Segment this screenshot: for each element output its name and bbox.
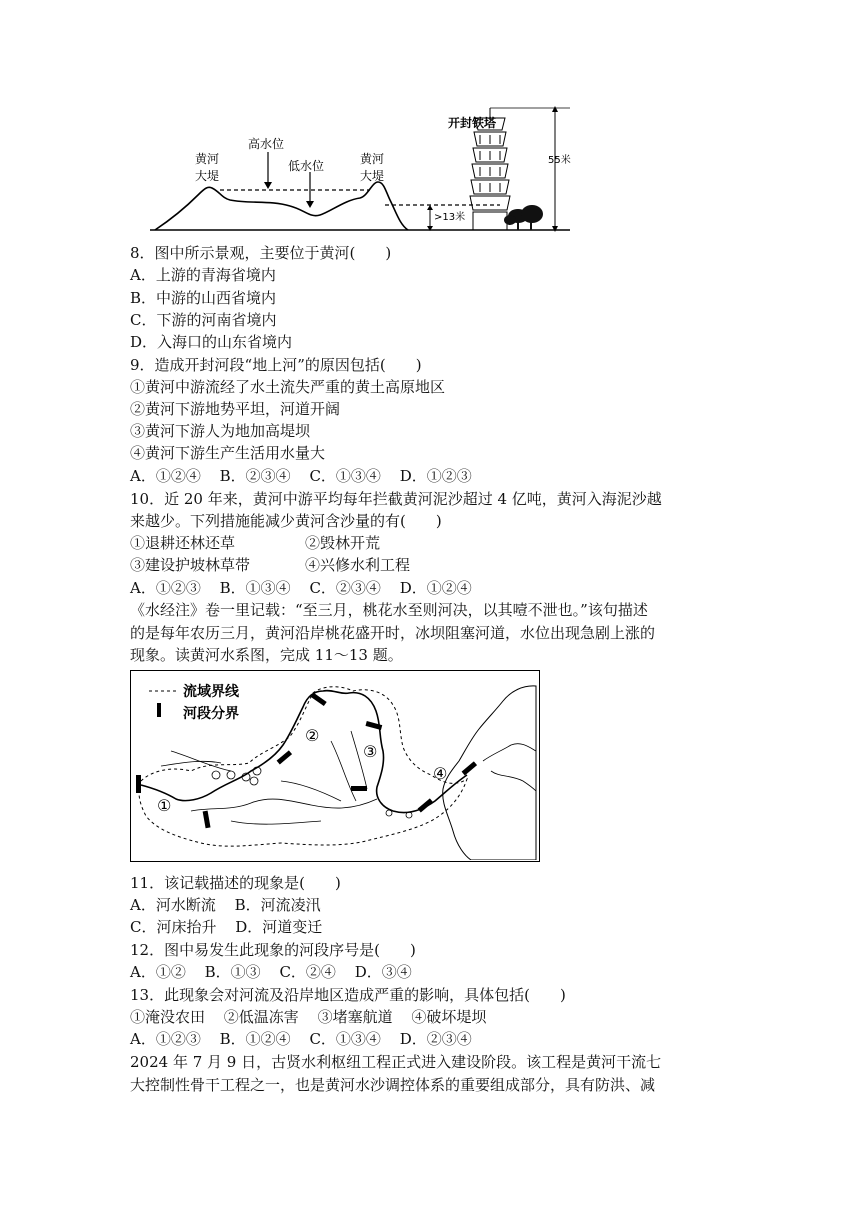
q10-items-row1 <box>130 533 380 553</box>
q13-option-d[interactable]: D．②③④ <box>399 1030 472 1048</box>
q13-items <box>130 1007 500 1027</box>
q11-option-d[interactable]: D．河道变迁 <box>235 918 323 936</box>
q10-item-1: ①退耕还林还草 <box>130 534 236 552</box>
q12-option-b[interactable]: B．①③ <box>204 963 261 981</box>
section-label-3: ③ <box>363 742 378 761</box>
section-label-4: ④ <box>433 764 448 783</box>
tower-label: 开封铁塔 <box>448 116 497 130</box>
q10-option-d[interactable]: D．①②④ <box>399 579 472 597</box>
levee-right-line1: 黄河 <box>360 152 385 166</box>
q11-option-c[interactable]: C．河床抬升 <box>130 918 217 936</box>
passage2-line2: 大控制性骨干工程之一，也是黄河水沙调控体系的重要组成部分，具有防洪、减 <box>130 1076 656 1094</box>
high-water-label: 高水位 <box>248 137 285 151</box>
q10-item-2: ②毁林开荒 <box>305 534 381 552</box>
q12-stem: 12．图中易发生此现象的河段序号是( ) <box>130 941 416 959</box>
levee-left-line2: 大堤 <box>195 169 220 183</box>
q9-stem: 9．造成开封河段“地上河”的原因包括( ) <box>130 356 422 374</box>
q10-stem-line1: 10．近 20 年来，黄河中游平均每年拦截黄河泥沙超过 4 亿吨，黄河入海泥沙越 <box>130 490 662 508</box>
q10-items-row2 <box>130 555 410 575</box>
q9-item-4: ④黄河下游生产生活用水量大 <box>130 444 326 462</box>
section-label-1: ① <box>157 796 172 815</box>
passage-line2: 的是每年农历三月，黄河沿岸桃花盛开时，冰坝阻塞河道，水位出现急剧上涨的 <box>130 624 656 642</box>
q10-options <box>130 578 486 598</box>
q13-item-1: ①淹没农田 <box>130 1008 206 1026</box>
legend-boundary: 流域界线 <box>183 684 239 700</box>
passage-line1: 《水经注》卷一里记载：“至三月，桃花水至则河决，以其噎不泄也。”该句描述 <box>130 601 648 619</box>
q12-option-d[interactable]: D．③④ <box>354 963 412 981</box>
q8-option-c[interactable]: C．下游的河南省境内 <box>130 311 277 329</box>
section-label-2: ② <box>305 726 320 745</box>
q11-options-row1 <box>130 895 335 915</box>
q8-option-a[interactable]: A．上游的青海省境内 <box>130 266 276 284</box>
q13-option-b[interactable]: B．①②④ <box>219 1030 291 1048</box>
q9-option-d[interactable]: D．①②③ <box>399 467 472 485</box>
q13-option-c[interactable]: C．①③④ <box>309 1030 381 1048</box>
yellow-river-map <box>130 670 540 862</box>
q10-item-4: ④兴修水利工程 <box>305 556 411 574</box>
q13-item-3: ③堵塞航道 <box>317 1008 393 1026</box>
q13-item-4: ④破坏堤坝 <box>411 1008 487 1026</box>
q12-option-a[interactable]: A．①② <box>130 963 186 981</box>
q13-option-a[interactable]: A．①②③ <box>130 1030 201 1048</box>
passage-line3: 现象。读黄河水系图，完成 11～13 题。 <box>130 646 403 664</box>
q11-option-a[interactable]: A．河水断流 <box>130 896 216 914</box>
tower-height-label: 55米 <box>548 155 571 166</box>
q8-option-d[interactable]: D．入海口的山东省境内 <box>130 333 293 351</box>
height-diff-label: >13米 <box>434 212 466 223</box>
q10-stem-line2: 来越少。下列措施能减少黄河含沙量的有( ) <box>130 512 442 530</box>
q13-item-2: ②低温冻害 <box>223 1008 299 1026</box>
q13-options <box>130 1029 486 1049</box>
levee-left-line1: 黄河 <box>195 152 220 166</box>
q11-option-b[interactable]: B．河流凌汛 <box>234 896 321 914</box>
q11-options-row2 <box>130 917 336 937</box>
passage2-line1: 2024 年 7 月 9 日，古贤水利枢纽工程正式进入建设阶段。该工程是黄河干流七 <box>130 1053 662 1071</box>
profile-diagram <box>150 100 580 240</box>
q10-option-c[interactable]: C．②③④ <box>309 579 381 597</box>
q9-item-1: ①黄河中游流经了水土流失严重的黄土高原地区 <box>130 378 446 396</box>
q10-option-b[interactable]: B．①③④ <box>219 579 291 597</box>
q10-item-3: ③建设护坡林草带 <box>130 556 251 574</box>
q9-option-b[interactable]: B．②③④ <box>219 467 291 485</box>
low-water-label: 低水位 <box>288 159 325 173</box>
q9-option-a[interactable]: A．①②④ <box>130 467 201 485</box>
legend-section: 河段分界 <box>183 706 239 722</box>
q13-stem: 13．此现象会对河流及沿岸地区造成严重的影响，具体包括( ) <box>130 986 566 1004</box>
q8-stem: 8．图中所示景观，主要位于黄河( ) <box>130 244 392 262</box>
q9-option-c[interactable]: C．①③④ <box>309 467 381 485</box>
q9-item-3: ③黄河下游人为地加高堤坝 <box>130 422 311 440</box>
q12-option-c[interactable]: C．②④ <box>279 963 336 981</box>
q12-options <box>130 962 426 982</box>
levee-right-line2: 大堤 <box>360 169 385 183</box>
q11-stem: 11．该记载描述的现象是( ) <box>130 874 341 892</box>
q10-option-a[interactable]: A．①②③ <box>130 579 201 597</box>
q9-options <box>130 466 486 486</box>
q8-option-b[interactable]: B．中游的山西省境内 <box>130 289 277 307</box>
q9-item-2: ②黄河下游地势平坦，河道开阔 <box>130 400 341 418</box>
